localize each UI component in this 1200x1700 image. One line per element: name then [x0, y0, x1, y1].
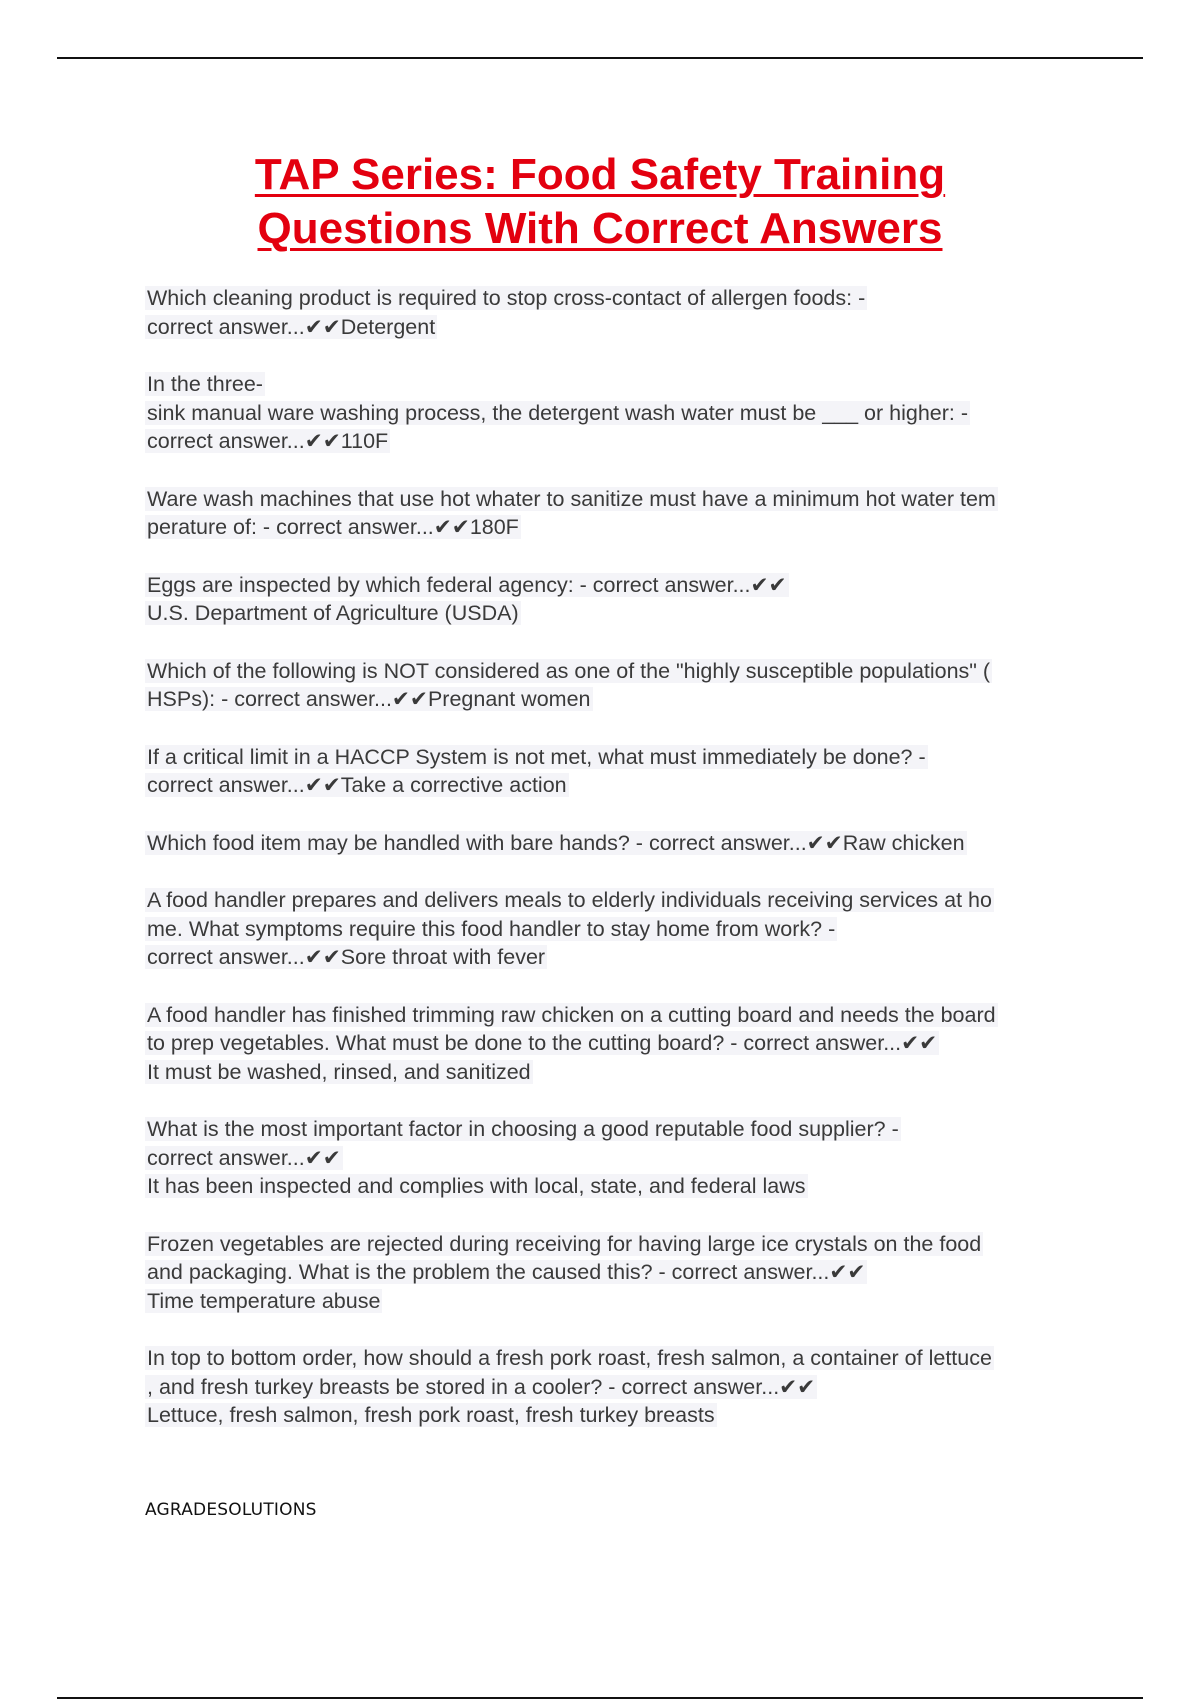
qa-item	[145, 284, 1095, 341]
qa-item	[145, 829, 1095, 858]
qa-line	[145, 657, 1095, 686]
qa-line	[145, 571, 1095, 600]
qa-line	[145, 313, 1095, 342]
qa-line-text: correct answer...✔✔	[147, 1145, 341, 1170]
qa-item	[145, 1001, 1095, 1087]
qa-line-text: correct answer...✔✔Take a corrective action	[147, 773, 567, 797]
qa-line-text: Frozen vegetables are rejected during receiving for having large ice crystals on the food	[147, 1231, 982, 1256]
qa-line-text: A food handler prepares and delivers meals to elderly individuals receiving services at ho	[147, 888, 992, 912]
qa-line	[145, 1373, 1095, 1402]
qa-line-text: perature of: - correct answer...✔✔180F	[147, 515, 519, 539]
qa-line-text: correct answer...✔✔Sore throat with fever	[147, 945, 546, 969]
qa-line-text: me. What symptoms require this food handler to stay home from work? -	[147, 916, 836, 941]
qa-line	[145, 685, 1095, 714]
qa-item	[145, 657, 1095, 714]
qa-line-text: It has been inspected and complies with local, state, and federal laws	[147, 1174, 806, 1198]
qa-line	[145, 1172, 1095, 1201]
qa-line	[145, 886, 1095, 915]
footer-brand: AGRADESOLUTIONS	[145, 1500, 317, 1520]
top-rule	[57, 57, 1143, 59]
qa-line-text: Time temperature abuse	[147, 1288, 381, 1313]
qa-line-text: to prep vegetables. What must be done to the cutting board? - correct answer...✔✔	[147, 1031, 938, 1055]
qa-line-text: , and fresh turkey breasts be stored in a cooler? - correct answer...✔✔	[147, 1374, 816, 1399]
bottom-rule	[57, 1697, 1143, 1699]
qa-line	[145, 915, 1095, 944]
document-title	[0, 148, 1200, 256]
qa-line	[145, 370, 1095, 399]
qa-line	[145, 1258, 1095, 1287]
qa-line	[145, 743, 1095, 772]
qa-line-text: In the three-	[147, 372, 263, 396]
qa-line-text: correct answer...✔✔110F	[147, 429, 389, 453]
qa-line-text: sink manual ware washing process, the detergent wash water must be ___ or higher: -	[147, 400, 969, 425]
qa-line	[145, 399, 1095, 428]
qa-line-text: A food handler has finished trimming raw chicken on a cutting board and needs the board	[147, 1002, 996, 1027]
qa-line-text: Which cleaning product is required to stop cross-contact of allergen foods: -	[147, 286, 866, 310]
qa-item	[145, 743, 1095, 800]
qa-line-text: Which of the following is NOT considered as one of the "highly susceptible populations" (	[147, 658, 991, 683]
qa-line-text: What is the most important factor in choosing a good reputable food supplier? -	[147, 1117, 899, 1141]
qa-item	[145, 571, 1095, 628]
title-line-1: TAP Series: Food Safety Training	[254, 150, 946, 199]
qa-line	[145, 1230, 1095, 1259]
qa-line	[145, 1001, 1095, 1030]
qa-line-text: Lettuce, fresh salmon, fresh pork roast, fresh turkey breasts	[147, 1403, 715, 1427]
qa-line	[145, 1058, 1095, 1087]
title-line-2: Questions With Correct Answers	[257, 204, 943, 253]
qa-line-text: U.S. Department of Agriculture (USDA)	[147, 601, 519, 625]
qa-line	[145, 1115, 1095, 1144]
qa-line	[145, 485, 1095, 514]
qa-item	[145, 886, 1095, 972]
qa-line	[145, 284, 1095, 313]
qa-line-text: and packaging. What is the problem the caused this? - correct answer...✔✔	[147, 1260, 866, 1284]
qa-line-text: It must be washed, rinsed, and sanitized	[147, 1059, 531, 1084]
qa-item	[145, 485, 1095, 542]
qa-line-text: Ware wash machines that use hot whater to sanitize must have a minimum hot water tem	[147, 486, 996, 511]
qa-line-text: Which food item may be handled with bare hands? - correct answer...✔✔Raw chicken	[147, 830, 965, 855]
qa-line	[145, 427, 1095, 456]
qa-line-text: In top to bottom order, how should a fresh pork roast, fresh salmon, a container of lettuce	[147, 1346, 992, 1370]
qa-line	[145, 1144, 1095, 1173]
qa-item	[145, 1230, 1095, 1316]
qa-line	[145, 599, 1095, 628]
qa-line	[145, 1344, 1095, 1373]
qa-line-text: HSPs): - correct answer...✔✔Pregnant women	[147, 687, 591, 711]
qa-line-text: correct answer...✔✔Detergent	[147, 314, 436, 339]
qa-item	[145, 370, 1095, 456]
qa-item	[145, 1115, 1095, 1201]
qa-line	[145, 1029, 1095, 1058]
qa-line	[145, 1401, 1095, 1430]
qa-line	[145, 771, 1095, 800]
qa-line	[145, 829, 1095, 858]
qa-item	[145, 1344, 1095, 1430]
qa-line	[145, 513, 1095, 542]
qa-line-text: If a critical limit in a HACCP System is not met, what must immediately be done? -	[147, 744, 926, 769]
qa-line-text: Eggs are inspected by which federal agency: - correct answer...✔✔	[147, 572, 787, 597]
qa-list	[145, 284, 1095, 1459]
qa-line	[145, 943, 1095, 972]
qa-line	[145, 1287, 1095, 1316]
